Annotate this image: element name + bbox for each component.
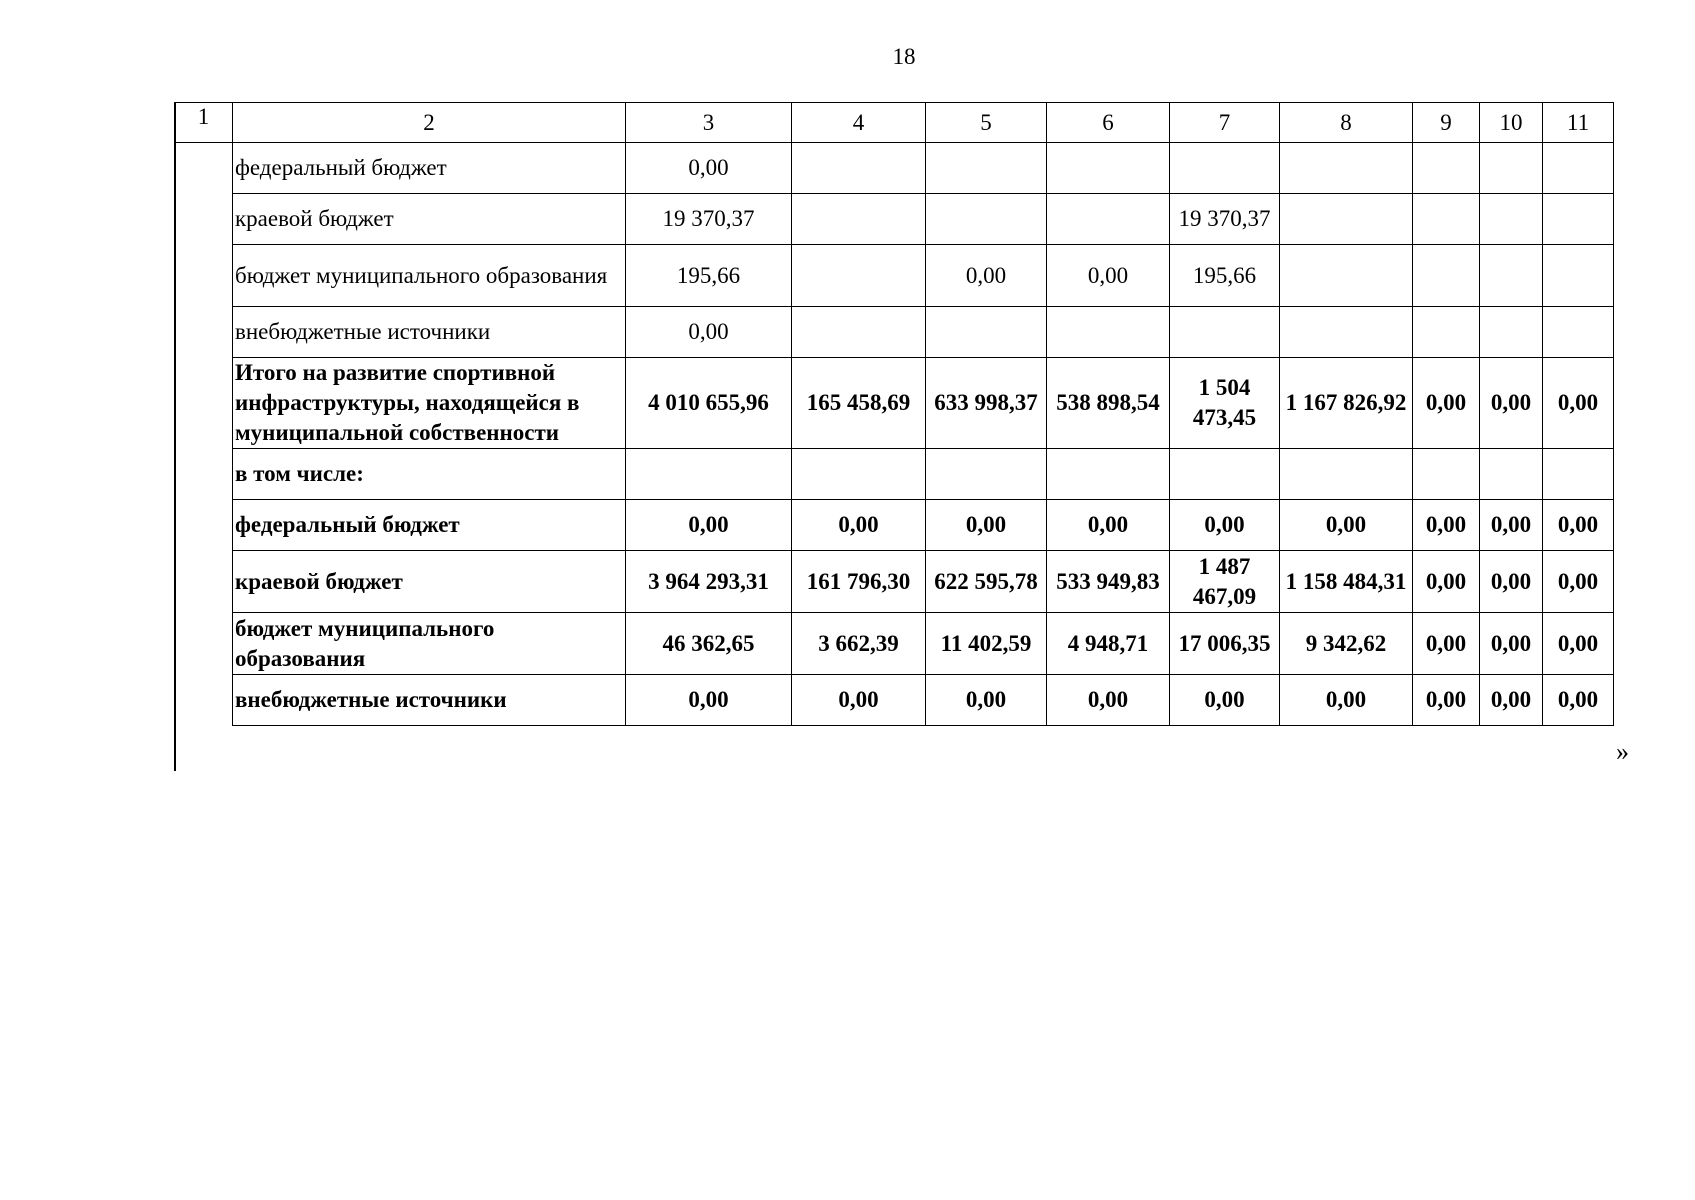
row-label-cell: внебюджетные источники (233, 675, 626, 726)
value-cell: 533 949,83 (1047, 551, 1170, 613)
blank-index-cell (175, 307, 233, 358)
value-cell (792, 307, 926, 358)
value-cell: 3 662,39 (792, 613, 926, 675)
value-cell: 1 158 484,31 (1280, 551, 1413, 613)
row-label-cell: бюджет муниципального образования (233, 613, 626, 675)
value-cell (1543, 194, 1614, 245)
value-cell: 11 402,59 (926, 613, 1047, 675)
value-cell: 0,00 (626, 500, 792, 551)
value-cell (1280, 307, 1413, 358)
value-cell: 0,00 (626, 143, 792, 194)
value-cell: 0,00 (926, 675, 1047, 726)
value-cell: 0,00 (1413, 500, 1480, 551)
column-number-cell: 10 (1480, 103, 1543, 143)
value-cell (1480, 245, 1543, 307)
table-body (175, 103, 1614, 726)
column-number-cell: 3 (626, 103, 792, 143)
table-row (175, 143, 1614, 194)
value-cell (1170, 449, 1280, 500)
header-row (175, 103, 1614, 143)
value-cell (1543, 143, 1614, 194)
column-number-cell: 7 (1170, 103, 1280, 143)
value-cell (1543, 449, 1614, 500)
value-cell: 633 998,37 (926, 358, 1047, 449)
value-cell: 0,00 (1413, 358, 1480, 449)
value-cell (926, 143, 1047, 194)
value-cell (1480, 194, 1543, 245)
value-cell (1413, 449, 1480, 500)
value-cell: 0,00 (626, 307, 792, 358)
value-cell: 195,66 (1170, 245, 1280, 307)
value-cell: 9 342,62 (1280, 613, 1413, 675)
blank-index-cell (175, 143, 233, 194)
value-cell: 19 370,37 (626, 194, 792, 245)
row-label-cell: краевой бюджет (233, 194, 626, 245)
value-cell: 46 362,65 (626, 613, 792, 675)
value-cell (792, 449, 926, 500)
value-cell: 0,00 (1480, 675, 1543, 726)
value-cell (1413, 194, 1480, 245)
value-cell: 0,00 (1047, 245, 1170, 307)
value-cell (1413, 307, 1480, 358)
value-cell: 622 595,78 (926, 551, 1047, 613)
value-cell: 0,00 (1413, 613, 1480, 675)
row-label-cell: внебюджетные источники (233, 307, 626, 358)
value-cell (1413, 143, 1480, 194)
value-cell: 0,00 (1543, 551, 1614, 613)
value-cell (1170, 307, 1280, 358)
value-cell: 0,00 (1480, 358, 1543, 449)
blank-index-cell (175, 675, 233, 726)
column-number-cell: 8 (1280, 103, 1413, 143)
value-cell: 0,00 (1047, 675, 1170, 726)
value-cell (1543, 307, 1614, 358)
row-label-cell: федеральный бюджет (233, 500, 626, 551)
value-cell: 0,00 (1280, 500, 1413, 551)
closing-quote: » (1616, 737, 1629, 766)
table-row (175, 449, 1614, 500)
value-cell: 1 504 473,45 (1170, 358, 1280, 449)
blank-index-cell (175, 245, 233, 307)
value-cell (792, 194, 926, 245)
value-cell (926, 449, 1047, 500)
value-cell: 0,00 (1170, 500, 1280, 551)
blank-index-cell (175, 194, 233, 245)
value-cell: 0,00 (926, 500, 1047, 551)
table-row (175, 358, 1614, 449)
value-cell: 0,00 (1480, 551, 1543, 613)
value-cell: 0,00 (792, 500, 926, 551)
value-cell: 538 898,54 (1047, 358, 1170, 449)
value-cell: 165 458,69 (792, 358, 926, 449)
blank-index-cell (175, 358, 233, 449)
value-cell: 0,00 (626, 675, 792, 726)
table-row (175, 613, 1614, 675)
row-label-cell: бюджет муниципального образования (233, 245, 626, 307)
value-cell: 0,00 (1170, 675, 1280, 726)
blank-index-cell (175, 500, 233, 551)
value-cell (926, 194, 1047, 245)
column-number-cell: 4 (792, 103, 926, 143)
value-cell: 4 948,71 (1047, 613, 1170, 675)
value-cell (1047, 307, 1170, 358)
value-cell: 0,00 (1480, 613, 1543, 675)
value-cell: 1 167 826,92 (1280, 358, 1413, 449)
value-cell: 0,00 (1047, 500, 1170, 551)
value-cell: 17 006,35 (1170, 613, 1280, 675)
value-cell: 0,00 (792, 675, 926, 726)
row-label-cell: в том числе: (233, 449, 626, 500)
value-cell (1480, 307, 1543, 358)
value-cell (626, 449, 792, 500)
column-number-cell: 11 (1543, 103, 1614, 143)
value-cell (792, 245, 926, 307)
value-cell: 0,00 (1280, 675, 1413, 726)
table-row (175, 500, 1614, 551)
column-number-cell: 2 (233, 103, 626, 143)
row-label-cell: федеральный бюджет (233, 143, 626, 194)
blank-index-cell (175, 449, 233, 500)
value-cell: 3 964 293,31 (626, 551, 792, 613)
value-cell (926, 307, 1047, 358)
value-cell (1413, 245, 1480, 307)
value-cell: 0,00 (1543, 675, 1614, 726)
table-row (175, 675, 1614, 726)
value-cell: 0,00 (1413, 551, 1480, 613)
blank-index-cell (175, 551, 233, 613)
budget-table (174, 102, 1614, 726)
column-number-cell: 6 (1047, 103, 1170, 143)
value-cell: 0,00 (1543, 358, 1614, 449)
value-cell (1480, 449, 1543, 500)
row-label-cell: краевой бюджет (233, 551, 626, 613)
column-number-cell: 1 (175, 103, 233, 143)
value-cell: 0,00 (926, 245, 1047, 307)
value-cell (1280, 449, 1413, 500)
value-cell (1280, 143, 1413, 194)
value-cell (1280, 245, 1413, 307)
table-row (175, 551, 1614, 613)
table-row (175, 245, 1614, 307)
row-label-cell: Итого на развитие спортивной инфраструктуры, находящейся в муниципальной собственности (233, 358, 626, 449)
table-row (175, 307, 1614, 358)
value-cell (1047, 143, 1170, 194)
value-cell (1480, 143, 1543, 194)
value-cell: 195,66 (626, 245, 792, 307)
column-number-cell: 9 (1413, 103, 1480, 143)
value-cell (1543, 245, 1614, 307)
value-cell: 161 796,30 (792, 551, 926, 613)
value-cell (1170, 143, 1280, 194)
value-cell: 4 010 655,96 (626, 358, 792, 449)
page-number: 18 (892, 44, 916, 69)
value-cell: 0,00 (1543, 613, 1614, 675)
value-cell: 19 370,37 (1170, 194, 1280, 245)
value-cell (792, 143, 926, 194)
value-cell (1047, 194, 1170, 245)
value-cell (1280, 194, 1413, 245)
value-cell (1047, 449, 1170, 500)
value-cell: 0,00 (1543, 500, 1614, 551)
value-cell: 1 487 467,09 (1170, 551, 1280, 613)
blank-index-cell (175, 613, 233, 675)
value-cell: 0,00 (1480, 500, 1543, 551)
table-row (175, 194, 1614, 245)
column-number-cell: 5 (926, 103, 1047, 143)
value-cell: 0,00 (1413, 675, 1480, 726)
